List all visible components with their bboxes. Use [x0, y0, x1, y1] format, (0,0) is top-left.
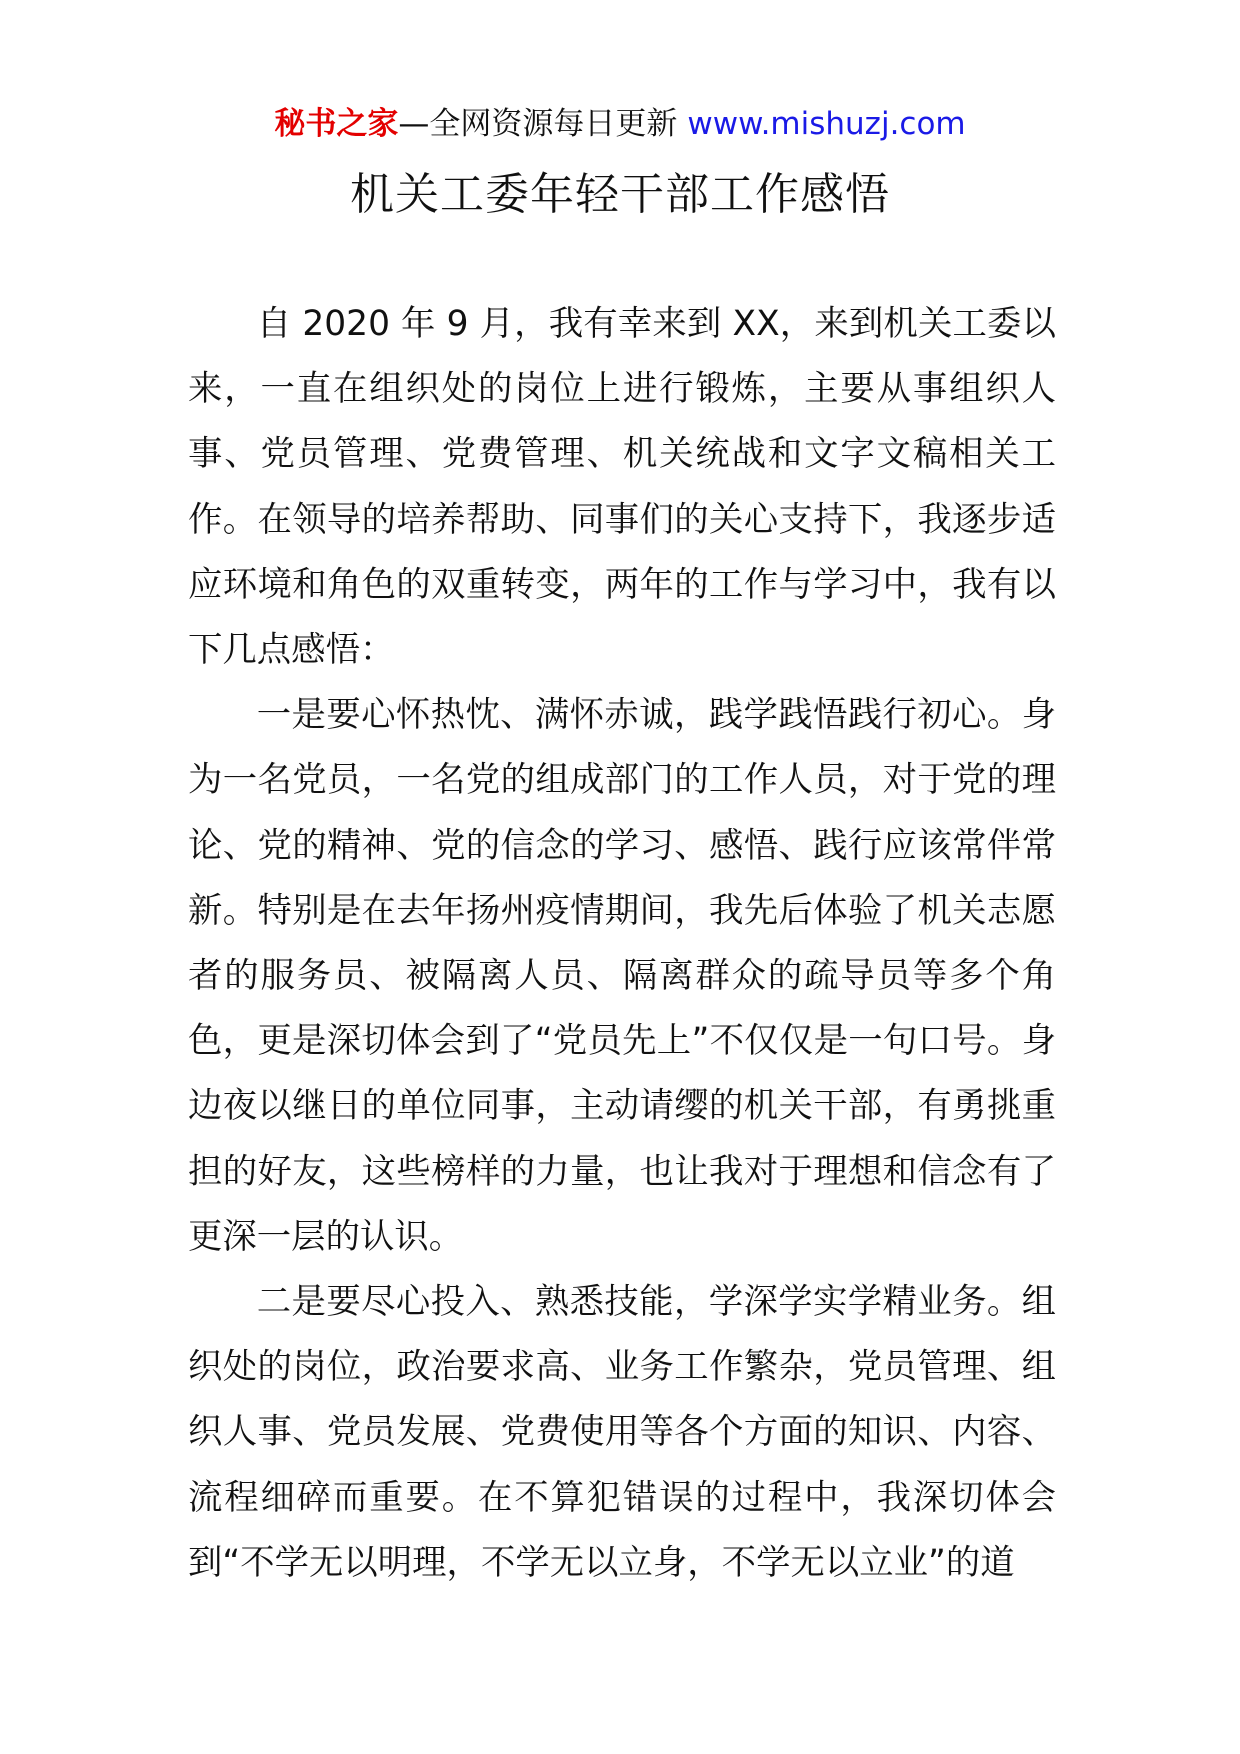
brand-name: 秘书之家: [274, 106, 399, 142]
document-title: 机关工委年轻干部工作感悟: [350, 169, 890, 220]
document-body: [188, 292, 1056, 1596]
paragraph-point-two: 二是要尽心投入、熟悉技能，学深学实学精业务。组织处的岗位，政治要求高、业务工作繁杂，党员管理、组织人事、党员发展、党费使用等各个方面的知识、内容、流程细碎而重要。在不算犯错误的过程中，我深切体会到“不学无以明理，不学无以立身，不学无以立业”的道: [188, 1282, 1056, 1583]
header-dash: —: [398, 106, 430, 142]
site-url-link[interactable]: www.mishuzj.com: [687, 106, 966, 142]
paragraph-point-one: 一是要心怀热忱、满怀赤诚，践学践悟践行初心。身为一名党员，一名党的组成部门的工作人员，对于党的理论、党的精神、党的信念的学习、感悟、践行应该常伴常新。特别是在去年扬州疫情期间，我先后体验了机关志愿者的服务员、被隔离人员、隔离群众的疏导员等多个角色，更是深切体会到了“党员先上”不仅仅是一句口号。身边夜以继日的单位同事，主动请缨的机关干部，有勇挑重担的好友，这些榜样的力量，也让我对于理想和信念有了更深一层的认识。: [188, 695, 1056, 1257]
site-header: [0, 102, 1240, 146]
paragraph-intro: 自 2020 年 9 月，我有幸来到 XX，来到机关工委以来，一直在组织处的岗位上进行锻炼，主要从事组织人事、党员管理、党费管理、机关统战和文字文稿相关工作。在领导的培养帮助、同事们的关心支持下，我逐步适应环境和角色的双重转变，两年的工作与学习中，我有以下几点感悟：: [188, 304, 1056, 671]
header-slogan: 全网资源每日更新: [429, 106, 678, 142]
